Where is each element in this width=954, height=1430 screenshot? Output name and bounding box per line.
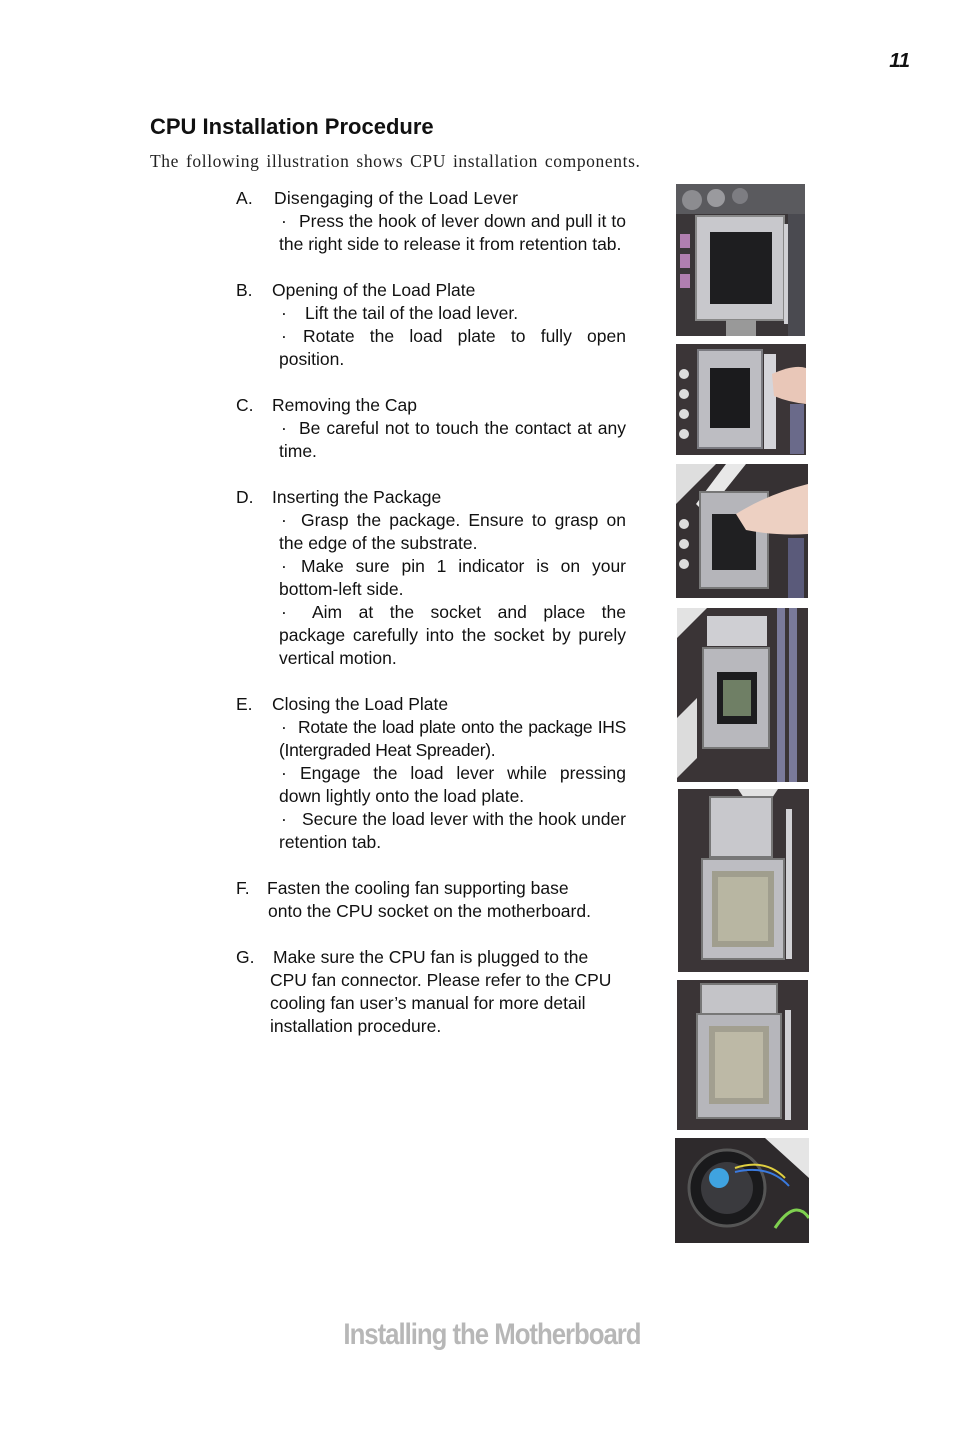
bullet-marker: · [281,556,287,576]
step-body: onto the CPU socket on the motherboard. [268,901,591,921]
photo-d-insert-package [677,608,808,782]
bullet-marker: · [281,763,287,783]
step-f [236,877,626,923]
bullet-marker: · [281,326,287,346]
step-bullet: · Rotate the load plate onto the package IHS (Intergraded Heat Spreader). [279,717,626,760]
photo-f-installed-cpu [677,980,808,1130]
step-title: Inserting the Package [272,487,442,507]
bullet-marker: · [281,717,287,737]
step-title: Make sure the CPU fan is plugged to the [273,947,589,967]
step-title: Closing the Load Plate [272,694,449,714]
photo-e-close-plate [678,789,809,972]
step-letter: G. [236,947,255,967]
page-number: 11 [889,50,910,72]
step-bullet: · Rotate the load plate to fully open position. [279,326,626,369]
step-d [236,486,626,670]
bullet-marker: · [281,602,287,622]
step-bullet: · Aim at the socket and place the package carefully into the socket by purely vertical motion. [279,602,626,668]
bullet-marker: · [281,418,287,438]
step-bullet: · Secure the load lever with the hook under retention tab. [279,809,626,852]
photo-g-cooling-fan [675,1138,809,1243]
step-letter: E. [236,694,253,714]
step-title: Disengaging of the Load Lever [274,188,519,208]
step-letter: A. [236,188,253,208]
step-bullet: · Make sure pin 1 indicator is on your bottom-left side. [279,556,626,599]
step-bullet: · Lift the tail of the load lever. [281,303,519,323]
bullet-marker: · [281,809,287,829]
step-e [236,693,626,854]
step-body: CPU fan connector. Please refer to the CPU cooling fan user’s manual for more detail installation procedure. [270,970,612,1036]
step-bullet: · Grasp the package. Ensure to grasp on the edge of the substrate. [279,510,626,553]
step-letter: C. [236,395,254,415]
step-bullet: · Be careful not to touch the contact at any time. [279,418,626,461]
step-title: Fasten the cooling fan supporting base [267,878,569,898]
step-title: Opening of the Load Plate [272,280,476,300]
step-a [236,187,626,256]
step-bullet: · Engage the load lever while pressing down lightly onto the load plate. [279,763,626,806]
section-heading: CPU Installation Procedure [150,114,434,139]
step-b [236,279,626,371]
step-letter: B. [236,280,253,300]
step-bullet: · Press the hook of lever down and pull it to the right side to release it from retention tab. [279,211,626,254]
intro-paragraph: The following illustration shows CPU installation components. [150,151,641,171]
step-c [236,394,626,463]
photo-b-open-plate [676,344,806,455]
step-letter: D. [236,487,254,507]
photo-a-disengage-lever [676,184,805,336]
page-footer: Installing the Motherboard [343,1318,641,1351]
step-g [236,946,626,1038]
photo-c-remove-cap [676,464,808,598]
installation-steps [236,187,626,1061]
bullet-marker: · [281,303,287,323]
bullet-marker: · [281,211,287,231]
bullet-marker: · [281,510,287,530]
step-letter: F. [236,878,250,898]
step-title: Removing the Cap [272,395,417,415]
